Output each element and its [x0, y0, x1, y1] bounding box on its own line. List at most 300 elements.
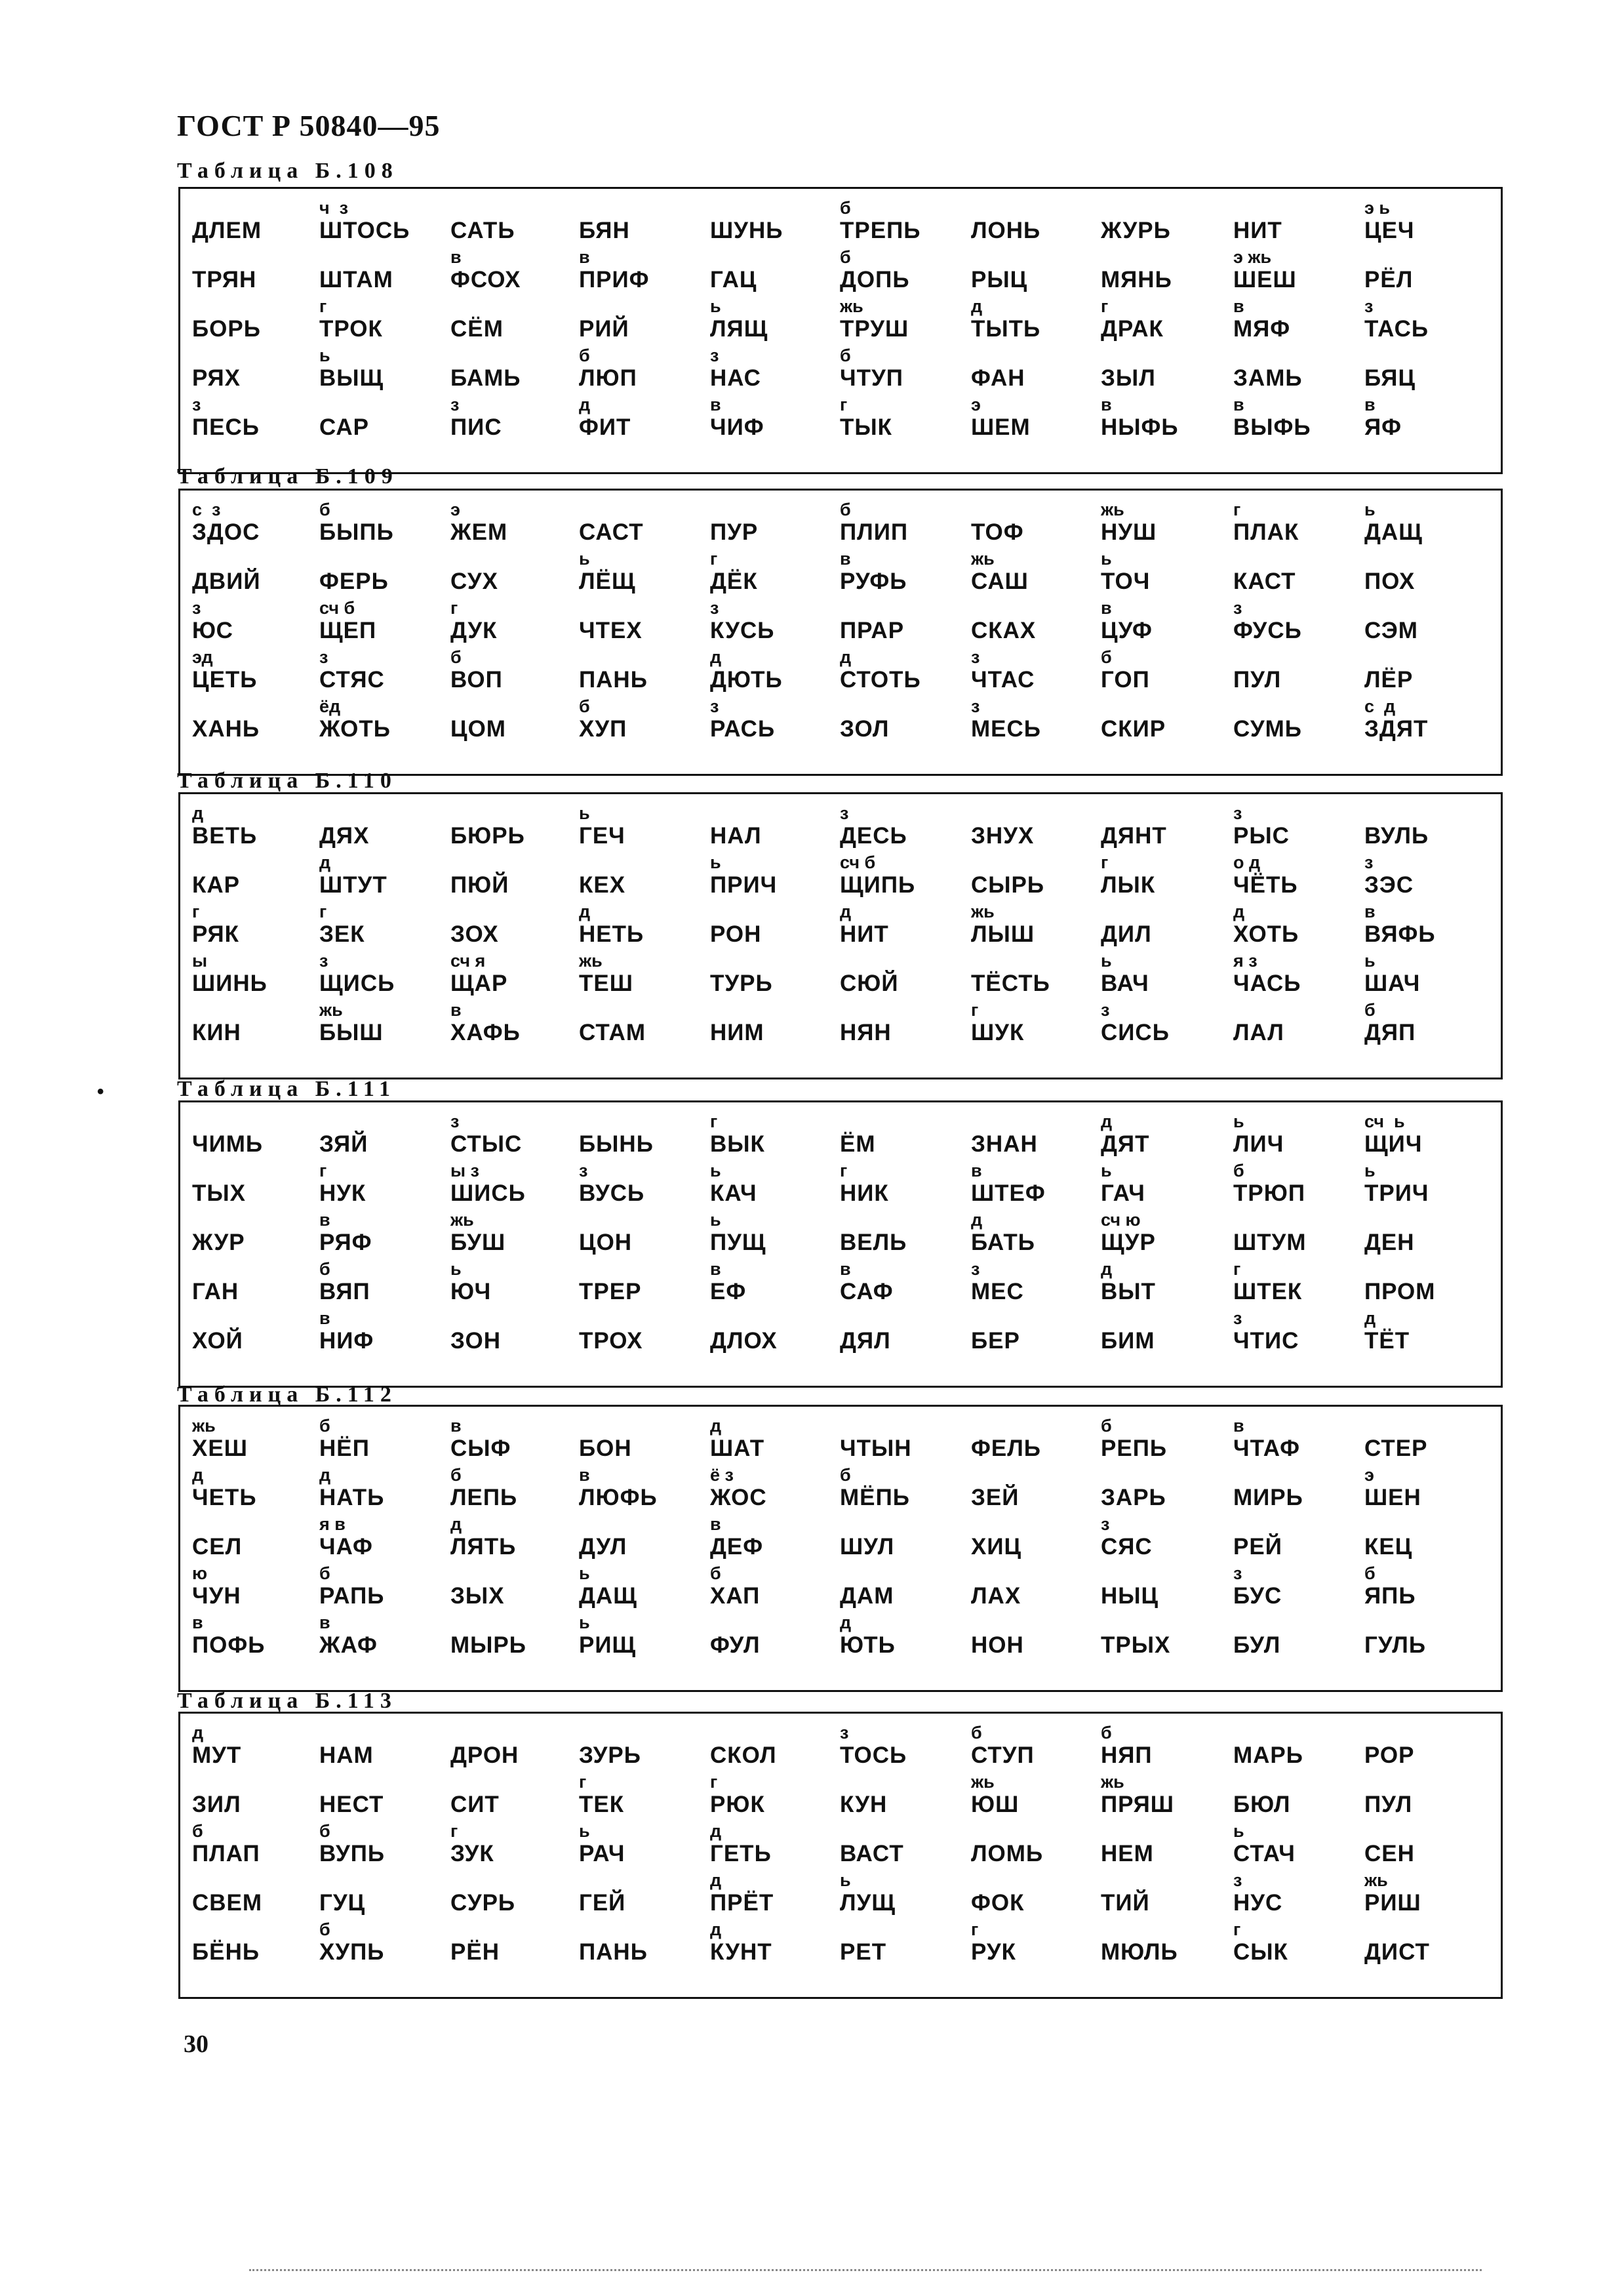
- table-cell: [192, 1869, 323, 1919]
- table-cell: [192, 999, 323, 1049]
- table-cell: [1101, 393, 1232, 443]
- syllable-word: БУЛ: [1233, 1632, 1281, 1658]
- phoneme-annotation: э: [1364, 1465, 1374, 1485]
- phoneme-annotation: з: [192, 395, 201, 414]
- table-cell: [710, 646, 841, 696]
- phoneme-annotation: б: [319, 1416, 330, 1436]
- syllable-word: БАТЬ: [971, 1230, 1035, 1255]
- phoneme-annotation: б: [1364, 1563, 1376, 1583]
- syllable-word: СТОТЬ: [840, 667, 921, 693]
- syllable-word: ДИЛ: [1101, 921, 1152, 947]
- table-cell: [840, 1464, 971, 1514]
- table-cell: [1101, 1415, 1232, 1464]
- syllable-word: ЩИПЬ: [840, 872, 916, 898]
- syllable-word: НЕТЬ: [579, 921, 644, 947]
- syllable-word: НЫЦ: [1101, 1583, 1159, 1609]
- syllable-word: ПОХ: [1364, 569, 1416, 594]
- table-row: [180, 1258, 1501, 1308]
- syllable-word: ЧТЫН: [840, 1436, 912, 1461]
- table-cell: [710, 950, 841, 999]
- syllable-word: ДЮТЬ: [710, 667, 783, 693]
- table-row: [180, 1464, 1501, 1514]
- phoneme-annotation: жь: [1364, 1870, 1388, 1890]
- syllable-word: ЯПЬ: [1364, 1583, 1416, 1609]
- table-cell: [1233, 1562, 1364, 1612]
- syllable-word: ДЯП: [1364, 1020, 1416, 1045]
- table-cell: [319, 393, 450, 443]
- phoneme-annotation: д: [319, 1465, 331, 1485]
- phoneme-annotation: в: [710, 1514, 721, 1534]
- phoneme-annotation: б: [1364, 1000, 1376, 1020]
- syllable-word: РАПЬ: [319, 1583, 385, 1609]
- syllable-word: НАТЬ: [319, 1485, 385, 1510]
- table-cell: [840, 197, 971, 247]
- syllable-word: ПРИФ: [579, 267, 650, 292]
- syllable-word: ШАТ: [710, 1436, 765, 1461]
- syllable-word: НЫФЬ: [1101, 414, 1179, 440]
- table-cell: [840, 1562, 971, 1612]
- phoneme-annotation: д: [192, 1723, 204, 1742]
- table-cell: [840, 295, 971, 345]
- syllable-word: БУШ: [450, 1230, 506, 1255]
- syllable-word: СТЫС: [450, 1131, 523, 1157]
- table-cell: [319, 246, 450, 296]
- syllable-word: НИТ: [1233, 218, 1282, 243]
- syllable-word: ХОТЬ: [1233, 921, 1299, 947]
- syllable-word: ДУЛ: [579, 1534, 627, 1560]
- table-cell: [579, 393, 710, 443]
- syllable-word: ПУЛ: [1364, 1792, 1413, 1817]
- table-cell: [579, 1611, 710, 1661]
- table-row: [180, 1820, 1501, 1870]
- syllable-word: ШТУМ: [1233, 1230, 1307, 1255]
- phoneme-annotation: б: [840, 198, 851, 218]
- syllable-word: ЛАХ: [971, 1583, 1021, 1609]
- syllable-word: РЫЦ: [971, 267, 1028, 292]
- syllable-word: ЮЧ: [450, 1279, 492, 1304]
- syllable-word: ФУЛ: [710, 1632, 761, 1658]
- table-cell: [1233, 1722, 1364, 1771]
- syllable-word: ФЕРЬ: [319, 569, 389, 594]
- table-cell: [1364, 1918, 1495, 1968]
- phoneme-annotation: з: [1233, 1563, 1242, 1583]
- table-cell: [710, 597, 841, 647]
- phoneme-annotation: з: [710, 346, 719, 365]
- table-cell: [840, 1918, 971, 1968]
- syllable-word: ЧТУП: [840, 365, 903, 391]
- syllable-word: СЮЙ: [840, 971, 899, 996]
- syllable-word: ПАНЬ: [579, 1939, 648, 1965]
- table-cell: [840, 950, 971, 999]
- table-cell: [579, 295, 710, 345]
- phoneme-annotation: д: [1101, 1112, 1113, 1131]
- syllable-word: РЕПЬ: [1101, 1436, 1168, 1461]
- phoneme-annotation: з: [840, 1723, 849, 1742]
- phoneme-annotation: в: [319, 1210, 330, 1230]
- syllable-word: СКОЛ: [710, 1742, 777, 1768]
- phoneme-annotation: ь: [1233, 1112, 1244, 1131]
- phoneme-annotation: ь: [1101, 549, 1112, 569]
- table-cell: [840, 1820, 971, 1870]
- table-cell: [1233, 597, 1364, 647]
- table-row: [180, 1110, 1501, 1160]
- table-cell: [1364, 295, 1495, 345]
- syllable-word: ХАФЬ: [450, 1020, 521, 1045]
- table-row: [180, 295, 1501, 345]
- syllable-word: СТУП: [971, 1742, 1035, 1768]
- table-cell: [1364, 344, 1495, 394]
- phoneme-annotation: в: [840, 1259, 851, 1279]
- phoneme-annotation: г: [840, 395, 848, 414]
- phoneme-annotation: ь: [710, 1161, 721, 1180]
- syllable-word: БИМ: [1101, 1328, 1155, 1354]
- syllable-word: ЩИЧ: [1364, 1131, 1423, 1157]
- table-row: [180, 548, 1501, 597]
- table-cell: [192, 1415, 323, 1464]
- phoneme-annotation: ь: [710, 296, 721, 316]
- phoneme-annotation: в: [192, 1613, 203, 1632]
- phoneme-annotation: в: [319, 1308, 330, 1328]
- phoneme-annotation: ь: [319, 346, 330, 365]
- syllable-word: НЕМ: [1101, 1841, 1154, 1866]
- table-row: [180, 1722, 1501, 1771]
- phoneme-annotation: д: [1233, 902, 1245, 921]
- phoneme-annotation: в: [319, 1613, 330, 1632]
- syllable-word: ТЕК: [579, 1792, 625, 1817]
- table-cell: [450, 1209, 582, 1259]
- syllable-word: ГАЦ: [710, 267, 757, 292]
- syllable-word: ЛЫК: [1101, 872, 1156, 898]
- phoneme-annotation: г: [1101, 296, 1109, 316]
- table-cell: [710, 1209, 841, 1259]
- syllable-word: ПУЩ: [710, 1230, 766, 1255]
- syllable-word: ЗЫХ: [450, 1583, 505, 1609]
- phoneme-annotation: ь: [1101, 1161, 1112, 1180]
- table-cell: [1101, 295, 1232, 345]
- table-cell: [579, 344, 710, 394]
- table-cell: [450, 1110, 582, 1160]
- syllable-word: ШУНЬ: [710, 218, 783, 243]
- table-cell: [1233, 999, 1364, 1049]
- syllable-word: СИСЬ: [1101, 1020, 1170, 1045]
- phoneme-annotation: д: [840, 1613, 852, 1632]
- table-cell: [840, 646, 971, 696]
- phoneme-annotation: д: [710, 1416, 722, 1436]
- table-cell: [1364, 1258, 1495, 1308]
- table-row: [180, 344, 1501, 394]
- syllable-word: ХЕШ: [192, 1436, 248, 1461]
- phoneme-annotation: б: [1101, 1723, 1112, 1742]
- phoneme-annotation: г: [1233, 500, 1241, 519]
- syllable-word: НАМ: [319, 1742, 374, 1768]
- syllable-word: СКИР: [1101, 716, 1166, 742]
- syllable-word: ДВИЙ: [192, 569, 261, 594]
- syllable-word: НУК: [319, 1180, 366, 1206]
- syllable-word: ФЕЛЬ: [971, 1436, 1041, 1461]
- syllable-table: [178, 1100, 1503, 1388]
- syllable-word: ПРЯШ: [1101, 1792, 1174, 1817]
- phoneme-annotation: ь: [1364, 500, 1376, 519]
- phoneme-annotation: в: [840, 549, 851, 569]
- syllable-word: ШИНЬ: [192, 971, 267, 996]
- phoneme-annotation: б: [840, 1465, 851, 1485]
- table-cell: [710, 498, 841, 548]
- phoneme-annotation: д: [971, 296, 983, 316]
- syllable-word: ПЛАП: [192, 1841, 260, 1866]
- phoneme-annotation: ь: [579, 803, 590, 823]
- syllable-word: СУМЬ: [1233, 716, 1302, 742]
- table-cell: [192, 1513, 323, 1563]
- syllable-word: БОН: [579, 1436, 632, 1461]
- table-cell: [710, 1611, 841, 1661]
- table-cell: [1101, 1464, 1232, 1514]
- syllable-word: ТЁТ: [1364, 1328, 1410, 1354]
- table-cell: [710, 851, 841, 901]
- syllable-word: ГЕЧ: [579, 823, 625, 849]
- syllable-word: ДРОН: [450, 1742, 519, 1768]
- phoneme-annotation: д: [840, 902, 852, 921]
- phoneme-annotation: в: [1233, 296, 1244, 316]
- syllable-word: НАС: [710, 365, 761, 391]
- table-cell: [971, 246, 1102, 296]
- phoneme-annotation: жь: [971, 902, 995, 921]
- phoneme-annotation: сч б: [319, 598, 355, 618]
- table-row: [180, 197, 1501, 247]
- table-cell: [319, 999, 450, 1049]
- table-cell: [1364, 999, 1495, 1049]
- table-cell: [1233, 695, 1364, 745]
- syllable-word: ЗАРЬ: [1101, 1485, 1166, 1510]
- syllable-word: ПЕСЬ: [192, 414, 260, 440]
- phoneme-annotation: б: [710, 1563, 721, 1583]
- syllable-word: ТРЮП: [1233, 1180, 1305, 1206]
- table-cell: [1233, 498, 1364, 548]
- table-cell: [450, 950, 582, 999]
- phoneme-annotation: в: [450, 1416, 462, 1436]
- table-cell: [971, 646, 1102, 696]
- table-cell: [579, 1918, 710, 1968]
- table-row: [180, 1918, 1501, 1968]
- table-cell: [450, 1159, 582, 1209]
- phoneme-annotation: в: [710, 1259, 721, 1279]
- phoneme-annotation: д: [192, 803, 204, 823]
- table-cell: [579, 1869, 710, 1919]
- syllable-word: ЧАФ: [319, 1534, 373, 1560]
- table-row: [180, 393, 1501, 443]
- table-cell: [1364, 1771, 1495, 1821]
- phoneme-annotation: з: [1233, 1870, 1242, 1890]
- syllable-word: САСТ: [579, 519, 644, 545]
- phoneme-annotation: б: [1101, 647, 1112, 667]
- table-cell: [1364, 1159, 1495, 1209]
- table-row: [180, 851, 1501, 901]
- phoneme-annotation: з: [319, 951, 328, 971]
- table-cell: [971, 1611, 1102, 1661]
- table-cell: [1364, 197, 1495, 247]
- table-cell: [450, 1611, 582, 1661]
- table-cell: [579, 695, 710, 745]
- syllable-word: ЛЫШ: [971, 921, 1035, 947]
- table-cell: [319, 1771, 450, 1821]
- table-cell: [1364, 900, 1495, 950]
- table-cell: [1101, 900, 1232, 950]
- table-cell: [192, 393, 323, 443]
- table-title: Таблица Б.111: [177, 1077, 396, 1101]
- syllable-word: ХИЦ: [971, 1534, 1022, 1560]
- syllable-word: ШЕШ: [1233, 267, 1297, 292]
- phoneme-annotation: ь: [579, 1563, 590, 1583]
- table-cell: [971, 1159, 1102, 1209]
- syllable-word: ЧТАФ: [1233, 1436, 1301, 1461]
- syllable-word: БЯН: [579, 218, 630, 243]
- syllable-word: ЛЯЩ: [710, 316, 768, 342]
- syllable-word: ВЕТЬ: [192, 823, 258, 849]
- syllable-word: ГЕЙ: [579, 1890, 626, 1916]
- syllable-word: ДЁК: [710, 569, 758, 594]
- phoneme-annotation: сч ю: [1101, 1210, 1141, 1230]
- table-cell: [450, 597, 582, 647]
- table-cell: [1101, 802, 1232, 852]
- phoneme-annotation: б: [1233, 1161, 1244, 1180]
- table-cell: [1364, 646, 1495, 696]
- phoneme-annotation: б: [1101, 1416, 1112, 1436]
- table-cell: [319, 802, 450, 852]
- table-cell: [1101, 1722, 1232, 1771]
- table-cell: [1101, 1918, 1232, 1968]
- phoneme-annotation: з: [1364, 296, 1374, 316]
- table-cell: [192, 1722, 323, 1771]
- syllable-word: ШТУТ: [319, 872, 387, 898]
- syllable-word: ПРИЧ: [710, 872, 778, 898]
- table-cell: [579, 1820, 710, 1870]
- phoneme-annotation: э: [450, 500, 460, 519]
- syllable-word: ЗНАН: [971, 1131, 1038, 1157]
- syllable-word: СЯС: [1101, 1534, 1153, 1560]
- table-cell: [579, 597, 710, 647]
- table-cell: [192, 695, 323, 745]
- table-cell: [1364, 802, 1495, 852]
- table-row: [180, 1159, 1501, 1209]
- table-cell: [971, 695, 1102, 745]
- table-cell: [840, 802, 971, 852]
- syllable-word: ЮШ: [971, 1792, 1020, 1817]
- table-cell: [1364, 1110, 1495, 1160]
- phoneme-annotation: ю: [192, 1563, 208, 1583]
- table-cell: [192, 950, 323, 999]
- syllable-word: МЯНЬ: [1101, 267, 1172, 292]
- phoneme-annotation: з: [1364, 853, 1374, 872]
- table-row: [180, 1611, 1501, 1661]
- table-row: [180, 1771, 1501, 1821]
- table-cell: [450, 1820, 582, 1870]
- syllable-word: ХУПЬ: [319, 1939, 385, 1965]
- phoneme-annotation: г: [710, 549, 718, 569]
- syllable-word: ПУЛ: [1233, 667, 1282, 693]
- table-cell: [192, 900, 323, 950]
- syllable-word: БЫНЬ: [579, 1131, 654, 1157]
- syllable-word: СЫФ: [450, 1436, 511, 1461]
- table-cell: [710, 1869, 841, 1919]
- table-row: [180, 1307, 1501, 1357]
- table-cell: [192, 1258, 323, 1308]
- phoneme-annotation: з: [710, 696, 719, 716]
- table-cell: [1233, 900, 1364, 950]
- table-cell: [319, 1307, 450, 1357]
- phoneme-annotation: б: [319, 1920, 330, 1939]
- table-cell: [319, 1159, 450, 1209]
- syllable-word: КЕЦ: [1364, 1534, 1413, 1560]
- table-cell: [192, 344, 323, 394]
- syllable-word: ХАНЬ: [192, 716, 260, 742]
- syllable-word: ЦОН: [579, 1230, 633, 1255]
- phoneme-annotation: в: [710, 395, 721, 414]
- phoneme-annotation: д: [579, 902, 591, 921]
- table-cell: [971, 1869, 1102, 1919]
- phoneme-annotation: д: [710, 1870, 722, 1890]
- table-cell: [192, 1209, 323, 1259]
- syllable-word: ДЯТ: [1101, 1131, 1150, 1157]
- syllable-word: ЩИСЬ: [319, 971, 395, 996]
- table-cell: [840, 1307, 971, 1357]
- table-cell: [1233, 1159, 1364, 1209]
- table-cell: [1101, 1771, 1232, 1821]
- syllable-word: НУШ: [1101, 519, 1157, 545]
- table-cell: [971, 597, 1102, 647]
- syllable-word: ТУРЬ: [710, 971, 773, 996]
- syllable-word: ТОФ: [971, 519, 1024, 545]
- table-cell: [840, 1209, 971, 1259]
- table-cell: [840, 1258, 971, 1308]
- table-cell: [1101, 1513, 1232, 1563]
- syllable-word: ФСОХ: [450, 267, 521, 292]
- table-cell: [579, 197, 710, 247]
- phoneme-annotation: б: [319, 1259, 330, 1279]
- phoneme-annotation: г: [319, 1161, 327, 1180]
- table-cell: [1364, 548, 1495, 597]
- table-cell: [840, 1771, 971, 1821]
- syllable-word: ЗОХ: [450, 921, 499, 947]
- table-cell: [971, 1820, 1102, 1870]
- phoneme-annotation: г: [450, 598, 458, 618]
- phoneme-annotation: ё з: [710, 1465, 734, 1485]
- table-cell: [450, 1771, 582, 1821]
- syllable-word: ТРИЧ: [1364, 1180, 1429, 1206]
- table-cell: [1101, 597, 1232, 647]
- table-cell: [840, 1415, 971, 1464]
- syllable-word: ТЕШ: [579, 971, 633, 996]
- phoneme-annotation: б: [579, 346, 590, 365]
- syllable-word: ЗЭС: [1364, 872, 1414, 898]
- syllable-word: РУК: [971, 1939, 1017, 1965]
- table-cell: [1364, 393, 1495, 443]
- table-cell: [192, 295, 323, 345]
- table-cell: [579, 999, 710, 1049]
- table-cell: [1101, 548, 1232, 597]
- table-cell: [192, 548, 323, 597]
- table-cell: [319, 597, 450, 647]
- syllable-word: ДЕСЬ: [840, 823, 907, 849]
- syllable-word: БЫПЬ: [319, 519, 394, 545]
- syllable-word: ТЫТЬ: [971, 316, 1041, 342]
- table-cell: [840, 1110, 971, 1160]
- syllable-word: НЯН: [840, 1020, 892, 1045]
- table-cell: [579, 246, 710, 296]
- table-cell: [840, 498, 971, 548]
- phoneme-annotation: з: [192, 598, 201, 618]
- table-cell: [1233, 1869, 1364, 1919]
- table-cell: [1364, 597, 1495, 647]
- table-cell: [192, 498, 323, 548]
